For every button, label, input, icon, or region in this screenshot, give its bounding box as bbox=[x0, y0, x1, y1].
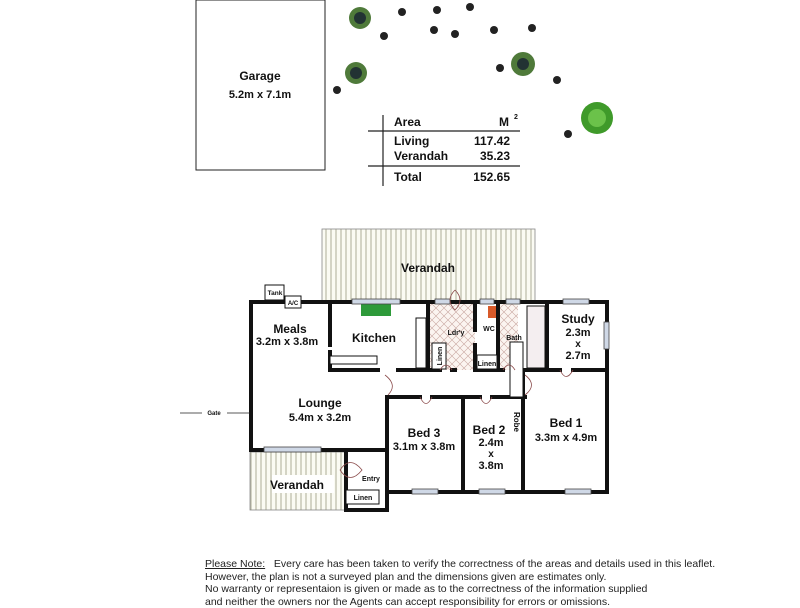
meals-size: 3.2m x 3.8m bbox=[256, 336, 319, 348]
area-total-value: 152.65 bbox=[473, 170, 510, 184]
ac-label: A/C bbox=[288, 301, 299, 307]
bed1-label: Bed 1 bbox=[550, 416, 583, 430]
study-label: Study bbox=[561, 312, 595, 326]
note-line: Every care has been taken to verify the correctness of the areas and details used in this leaflet. bbox=[274, 558, 715, 570]
bed2-width: 2.4m bbox=[478, 437, 503, 449]
area-row-value: 35.23 bbox=[480, 149, 510, 163]
garage bbox=[196, 0, 325, 170]
area-row-label: Verandah bbox=[394, 149, 448, 163]
area-row-value: 117.42 bbox=[474, 134, 510, 148]
garage-size: 5.2m x 7.1m bbox=[229, 89, 292, 101]
disclaimer-note bbox=[205, 558, 715, 608]
bed2-height: 3.8m bbox=[478, 460, 503, 472]
linen-laundry-label: Linen bbox=[437, 347, 444, 366]
robe bbox=[510, 342, 523, 397]
bed3-size: 3.1m x 3.8m bbox=[393, 441, 456, 453]
wc-label: WC bbox=[483, 326, 495, 333]
landscaping bbox=[333, 3, 613, 138]
lounge-size: 5.4m x 3.2m bbox=[289, 412, 352, 424]
tree-icon bbox=[511, 52, 535, 76]
note-line: and neither the owners nor the Agents can accept responsibility for errors or omissions. bbox=[205, 596, 715, 608]
area-header-label: Area bbox=[394, 115, 421, 129]
linen-entry-label: Linen bbox=[354, 495, 373, 502]
toilet-icon bbox=[488, 306, 496, 318]
robe-label: Robe bbox=[512, 412, 521, 433]
area-header-unit-sup: 2 bbox=[514, 114, 518, 121]
kitchen-cabinet bbox=[416, 318, 426, 368]
study-x: x bbox=[575, 339, 581, 350]
bed2-x: x bbox=[488, 449, 494, 460]
area-total-label: Total bbox=[394, 170, 422, 184]
tree-icon bbox=[581, 102, 613, 134]
gate bbox=[180, 411, 250, 417]
entry-label: Entry bbox=[362, 476, 380, 483]
bed3-label: Bed 3 bbox=[408, 426, 441, 440]
note-line: However, the plan is not a surveyed plan and the dimensions given are estimates only. bbox=[205, 571, 715, 584]
verandah-top-label: Verandah bbox=[401, 261, 455, 275]
lounge-label: Lounge bbox=[298, 396, 342, 410]
laundry-label: Ldr'y bbox=[448, 330, 465, 337]
bath-label: Bath bbox=[506, 335, 522, 342]
bathtub bbox=[527, 306, 545, 368]
garage-label: Garage bbox=[239, 69, 281, 83]
area-row-label: Living bbox=[394, 134, 429, 148]
note-line: No warranty or representaion is given or made as to the correctness of the information supplied bbox=[205, 583, 715, 596]
area-header-unit: M bbox=[499, 115, 509, 129]
meals-label: Meals bbox=[273, 322, 307, 336]
kitchen-bench bbox=[330, 356, 377, 364]
area-table bbox=[368, 114, 520, 186]
verandah-bottom-label: Verandah bbox=[270, 478, 324, 492]
linen-wc-label: Linen bbox=[478, 361, 497, 368]
kitchen-label: Kitchen bbox=[352, 331, 396, 345]
bed1-size: 3.3m x 4.9m bbox=[535, 432, 598, 444]
note-heading: Please Note: bbox=[205, 558, 265, 570]
gate-label: Gate bbox=[207, 411, 221, 417]
tank-label: Tank bbox=[268, 290, 283, 297]
tree-icon bbox=[345, 62, 367, 84]
tree-icon bbox=[349, 7, 371, 29]
study-height: 2.7m bbox=[565, 350, 590, 362]
study-width: 2.3m bbox=[565, 327, 590, 339]
bed2-label: Bed 2 bbox=[473, 423, 506, 437]
